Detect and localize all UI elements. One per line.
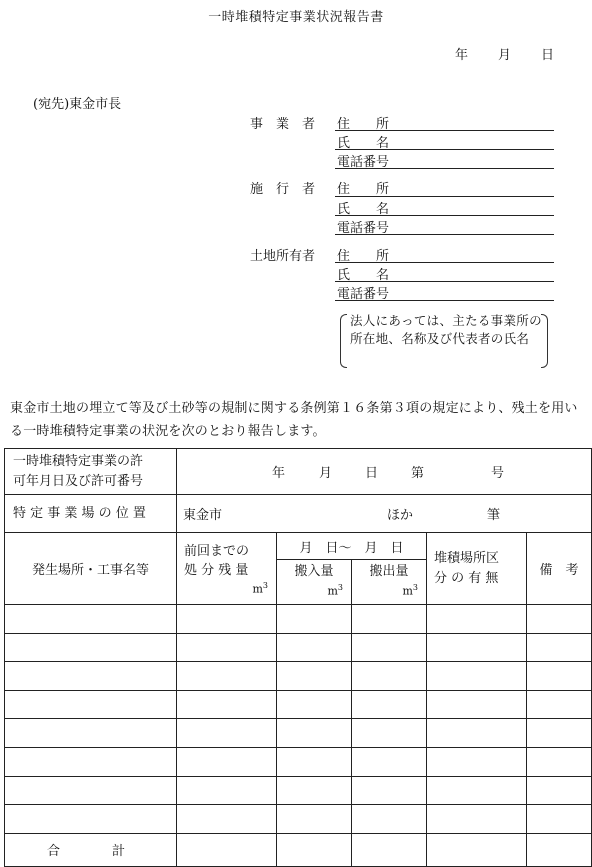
row-in-cell[interactable]	[277, 719, 352, 748]
row-prev-cell[interactable]	[177, 605, 277, 634]
permit-label-line1: 一時堆積特定事業の許	[13, 453, 144, 469]
header-in	[277, 560, 352, 605]
field-name-label: 氏 名	[337, 202, 390, 217]
row-source-cell[interactable]	[5, 690, 177, 719]
header-out-label: 搬出量	[369, 564, 409, 580]
row-out-cell[interactable]	[352, 605, 427, 634]
address-line[interactable]	[335, 196, 554, 197]
row-remarks-cell[interactable]	[527, 605, 592, 634]
row-in-cell[interactable]	[277, 776, 352, 805]
location-hoka: ほか	[387, 507, 414, 523]
header-site	[427, 533, 527, 605]
table-row	[5, 776, 592, 805]
row-site-cell[interactable]	[427, 633, 527, 662]
table-row	[5, 662, 592, 691]
role-contractor: 施 行 者	[250, 182, 316, 197]
row-out-cell[interactable]	[352, 633, 427, 662]
total-row	[5, 833, 592, 866]
phone-line[interactable]	[335, 300, 554, 301]
header-in-unit: $m^3$	[327, 583, 343, 598]
total-out[interactable]	[352, 833, 427, 866]
row-source-cell[interactable]	[5, 605, 177, 634]
row-remarks-cell[interactable]	[527, 776, 592, 805]
header-remarks: 備 考	[527, 533, 592, 605]
date-month-label: 月	[498, 48, 512, 63]
total-prev[interactable]	[177, 833, 277, 866]
role-business-operator: 事 業 者	[250, 117, 316, 132]
field-phone-label: 電話番号	[337, 155, 390, 170]
role-landowner: 土地所有者	[250, 249, 316, 264]
date-day-label: 日	[541, 48, 555, 63]
row-in-cell[interactable]	[277, 605, 352, 634]
row-site-cell[interactable]	[427, 776, 527, 805]
row-remarks-cell[interactable]	[527, 690, 592, 719]
row-remarks-cell[interactable]	[527, 747, 592, 776]
permit-dai: 第	[411, 465, 425, 481]
field-name-label: 氏 名	[337, 268, 390, 283]
row-site-cell[interactable]	[427, 805, 527, 834]
location-label: 特 定 事 業 場 の 位 置	[5, 495, 177, 533]
permit-day: 日	[365, 465, 379, 481]
row-out-cell[interactable]	[352, 690, 427, 719]
permit-month: 月	[319, 465, 333, 481]
row-source-cell[interactable]	[5, 633, 177, 662]
row-prev-cell[interactable]	[177, 805, 277, 834]
permit-label-line2: 可年月日及び許可番号	[13, 473, 144, 489]
permit-row	[5, 449, 592, 495]
total-remarks[interactable]	[527, 833, 592, 866]
table-row	[5, 605, 592, 634]
row-remarks-cell[interactable]	[527, 633, 592, 662]
row-out-cell[interactable]	[352, 747, 427, 776]
row-prev-cell[interactable]	[177, 747, 277, 776]
name-line[interactable]	[335, 281, 554, 282]
row-prev-cell[interactable]	[177, 633, 277, 662]
table-row	[5, 633, 592, 662]
left-bracket	[340, 314, 347, 368]
phone-line[interactable]	[335, 168, 554, 169]
field-phone-label: 電話番号	[337, 221, 390, 236]
body-text: 東金市土地の埋立て等及び土砂等の規制に関する条例第１６条第３項の規定により、残土を用いる一時堆積特定事業の状況を次のとおり報告します。	[10, 401, 578, 439]
row-in-cell[interactable]	[277, 662, 352, 691]
address-line[interactable]	[335, 262, 554, 263]
corporate-note	[340, 312, 548, 366]
row-source-cell[interactable]	[5, 662, 177, 691]
row-prev-cell[interactable]	[177, 690, 277, 719]
field-address-label: 住 所	[337, 182, 390, 197]
row-site-cell[interactable]	[427, 690, 527, 719]
header-in-label: 搬入量	[294, 564, 334, 580]
row-prev-cell[interactable]	[177, 662, 277, 691]
header-period: 月 日～ 月 日	[277, 533, 427, 560]
row-source-cell[interactable]	[5, 805, 177, 834]
row-in-cell[interactable]	[277, 805, 352, 834]
page-title: 一時堆積特定事業状況報告書	[208, 10, 384, 25]
total-in[interactable]	[277, 833, 352, 866]
corporate-note-text: 法人にあっては、主たる事業所の所在地、名称及び代表者の氏名	[350, 313, 542, 346]
row-prev-cell[interactable]	[177, 776, 277, 805]
row-out-cell[interactable]	[352, 776, 427, 805]
row-out-cell[interactable]	[352, 662, 427, 691]
header-row-1	[5, 533, 592, 560]
permit-go: 号	[491, 465, 505, 481]
table-row	[5, 719, 592, 748]
header-out-unit: $m^3$	[402, 583, 418, 598]
field-address-label: 住 所	[337, 249, 390, 264]
header-prev-line1: 前回までの	[184, 543, 250, 559]
phone-line[interactable]	[335, 234, 554, 235]
row-source-cell[interactable]	[5, 747, 177, 776]
row-remarks-cell[interactable]	[527, 805, 592, 834]
row-remarks-cell[interactable]	[527, 662, 592, 691]
name-line[interactable]	[335, 149, 554, 150]
name-line[interactable]	[335, 215, 554, 216]
row-site-cell[interactable]	[427, 747, 527, 776]
table-row	[5, 747, 592, 776]
table-row	[5, 690, 592, 719]
row-site-cell[interactable]	[427, 605, 527, 634]
field-address-label: 住 所	[337, 117, 390, 132]
header-site-line1: 堆積場所区	[434, 550, 500, 566]
addressee: (宛先)東金市長	[33, 97, 122, 112]
row-in-cell[interactable]	[277, 633, 352, 662]
header-prev-remaining	[177, 533, 277, 605]
row-prev-cell[interactable]	[177, 719, 277, 748]
row-in-cell[interactable]	[277, 690, 352, 719]
date-year-label: 年	[455, 48, 469, 63]
location-value-cell[interactable]	[177, 495, 592, 533]
report-table	[4, 448, 592, 867]
location-row	[5, 495, 592, 533]
field-name-label: 氏 名	[337, 136, 390, 151]
total-label: 合 計	[5, 833, 177, 866]
permit-year: 年	[272, 465, 286, 481]
table-row	[5, 805, 592, 834]
header-prev-unit: $m^3$	[252, 580, 268, 596]
location-hitsu: 筆	[487, 507, 501, 523]
row-site-cell[interactable]	[427, 719, 527, 748]
field-phone-label: 電話番号	[337, 287, 390, 302]
permit-value-cell[interactable]	[177, 449, 592, 495]
row-out-cell[interactable]	[352, 719, 427, 748]
header-prev-line2: 処 分 残 量	[184, 562, 249, 578]
header-out	[352, 560, 427, 605]
permit-label	[5, 449, 177, 495]
row-out-cell[interactable]	[352, 805, 427, 834]
row-source-cell[interactable]	[5, 719, 177, 748]
row-in-cell[interactable]	[277, 747, 352, 776]
row-remarks-cell[interactable]	[527, 719, 592, 748]
row-source-cell[interactable]	[5, 776, 177, 805]
header-source: 発生場所・工事名等	[5, 533, 177, 605]
total-site[interactable]	[427, 833, 527, 866]
row-site-cell[interactable]	[427, 662, 527, 691]
data-rows	[5, 605, 592, 834]
right-bracket	[541, 314, 548, 368]
location-city: 東金市	[183, 507, 223, 523]
header-site-line2: 分 の 有 無	[434, 570, 499, 586]
address-line[interactable]	[335, 130, 554, 131]
